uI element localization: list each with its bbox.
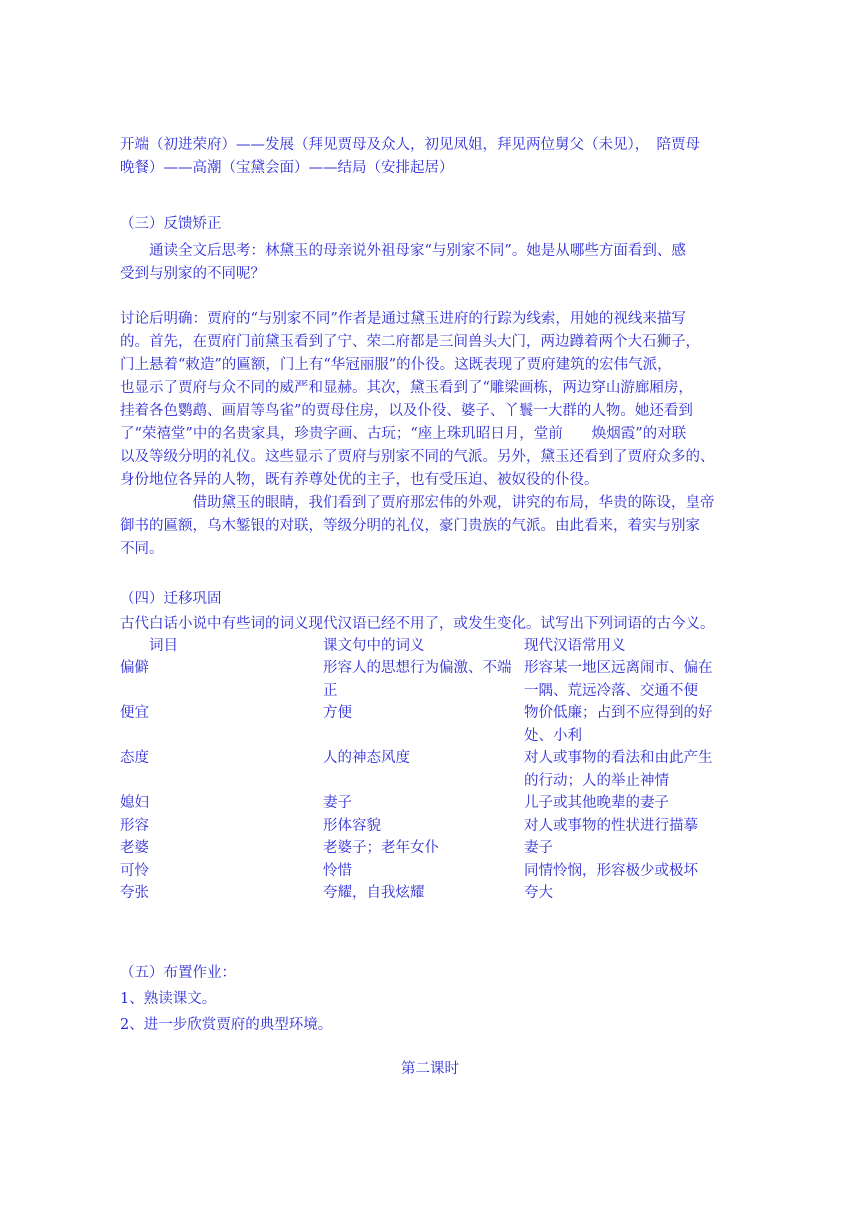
modern-meaning-cell: 对人或事物的性状进行描摹 — [524, 818, 698, 834]
section-heading: （四）迁移巩固 — [120, 591, 222, 607]
ancient-meaning-cell: 形体容貌 — [323, 818, 381, 834]
ancient-meaning-cell: 夸耀，自我炫耀 — [323, 885, 425, 901]
answer-line: 挂着各色鹦鹉、画眉等鸟雀”的贾母住房，以及仆役、婆子、丫鬟一大群的人物。她还看到 — [120, 403, 693, 419]
cell-line: 对人或事物的看法和由此产生 — [524, 750, 713, 766]
answer-line: 门上悬着“敕造”的匾额，门上有“华冠丽服”的仆役。这既表现了贾府建筑的宏伟气派， — [120, 357, 672, 373]
modern-meaning-cell: 夸大 — [524, 885, 553, 901]
table-row — [120, 747, 745, 793]
modern-meaning-cell: 同情怜悯，形容极少或极坏 — [524, 863, 698, 879]
lesson-structure — [120, 134, 745, 180]
modern-meaning-cell: 儿子或其他晚辈的妻子 — [524, 795, 669, 811]
answer-line: 身份地位各异的人物，既有养尊处优的主子，也有受压迫、被奴役的仆役。 — [120, 472, 599, 488]
section-heading: （五）布置作业： — [120, 965, 236, 981]
column-header: 课文句中的词义 — [323, 638, 425, 654]
column-header: 现代汉语常用义 — [524, 638, 626, 654]
answer-line: 也显示了贾府与众不同的威严和显赫。其次，黛玉看到了“雕梁画栋，两边穿山游廊厢房， — [120, 380, 693, 396]
word-cell: 形容 — [120, 818, 149, 834]
cell-line: 一隅、荒远冷落、交通不便 — [524, 683, 698, 699]
table-row — [120, 882, 745, 928]
next-lesson-title: 第二课时 — [401, 1061, 459, 1077]
word-cell: 可怜 — [120, 863, 149, 879]
ancient-meaning-cell — [323, 702, 523, 725]
cell-line: 处、小利 — [524, 728, 582, 744]
cell-line: 物价低廉；占到不应得到的好 — [524, 705, 713, 721]
ancient-meaning-cell: 怜惜 — [323, 863, 352, 879]
ancient-meaning-cell: 妻子 — [323, 795, 352, 811]
answer-line: 了“荣禧堂”中的名贵家具，珍贵字画、古玩；“座上珠玑昭日月，堂前 焕烟霞”的对联 — [120, 426, 687, 442]
table-row — [120, 657, 745, 703]
modern-meaning-cell: 妻子 — [524, 840, 553, 856]
word-cell: 态度 — [120, 750, 149, 766]
summary-line: 借助黛玉的眼睛，我们看到了贾府那宏伟的外观，讲究的布局，华贵的陈设，皇帝 — [120, 495, 715, 511]
ancient-meaning-cell — [323, 657, 523, 703]
summary-line: 御书的匾额，乌木錾银的对联，等级分明的礼仪，豪门贵族的气派。由此看来，着实与别家 — [120, 518, 700, 534]
word-cell: 媳妇 — [120, 795, 149, 811]
section-heading: （三）反馈矫正 — [120, 216, 222, 232]
homework-item: 2、进一步欣赏贾府的典型环境。 — [120, 1017, 333, 1033]
column-header: 词目 — [120, 638, 178, 654]
ancient-meaning-cell — [323, 747, 523, 770]
cell-line: 的行动；人的举止神情 — [524, 773, 669, 789]
question-line: 受到与别家的不同呢？ — [120, 266, 265, 282]
question-line: 通读全文后思考：林黛玉的母亲说外祖母家“与别家不同”。她是从哪些方面看到、感 — [120, 243, 686, 259]
cell-line: 正 — [323, 683, 338, 699]
ancient-meaning-cell: 老婆子；老年女仆 — [323, 840, 439, 856]
modern-meaning-cell — [524, 657, 734, 703]
structure-line: 开端（初进荣府）——发展（拜见贾母及众人，初见凤姐，拜见两位舅父（未见）， 陪贾母 — [120, 137, 700, 153]
modern-meaning-cell — [524, 702, 734, 748]
answer-line: 以及等级分明的礼仪。这些显示了贾府与别家不同的气派。另外，黛玉还看到了贾府众多的、 — [120, 449, 715, 465]
summary-line: 不同。 — [120, 541, 164, 557]
word-cell: 老婆 — [120, 840, 149, 856]
answer-line: 讨论后明确：贾府的“与别家不同”作者是通过黛玉进府的行踪为线索，用她的视线来描写 — [120, 311, 686, 327]
cell-line: 人的神态风度 — [323, 750, 410, 766]
answer-line: 的。首先，在贾府门前黛玉看到了宁、荣二府都是三间兽头大门，两边蹲着两个大石狮子， — [120, 334, 700, 350]
word-cell: 便宜 — [120, 705, 149, 721]
discussion-answer — [120, 308, 745, 561]
instruction-text: 古代白话小说中有些词的词义现代汉语已经不用了，或发生变化。试写出下列词语的古今义。 — [120, 616, 715, 632]
word-cell: 夸张 — [120, 885, 149, 901]
cell-line: 形容人的思想行为偏激、不端 — [323, 660, 512, 676]
table-row — [120, 702, 745, 748]
structure-line: 晚餐）——高潮（宝黛会面）——结局（安排起居） — [120, 160, 454, 176]
homework-item: 1、熟读课文。 — [120, 991, 217, 1007]
word-cell: 偏僻 — [120, 660, 149, 676]
modern-meaning-cell — [524, 747, 734, 793]
cell-line: 形容某一地区远离闹市、偏在 — [524, 660, 713, 676]
discussion-question — [120, 240, 745, 286]
cell-line: 方便 — [323, 705, 352, 721]
